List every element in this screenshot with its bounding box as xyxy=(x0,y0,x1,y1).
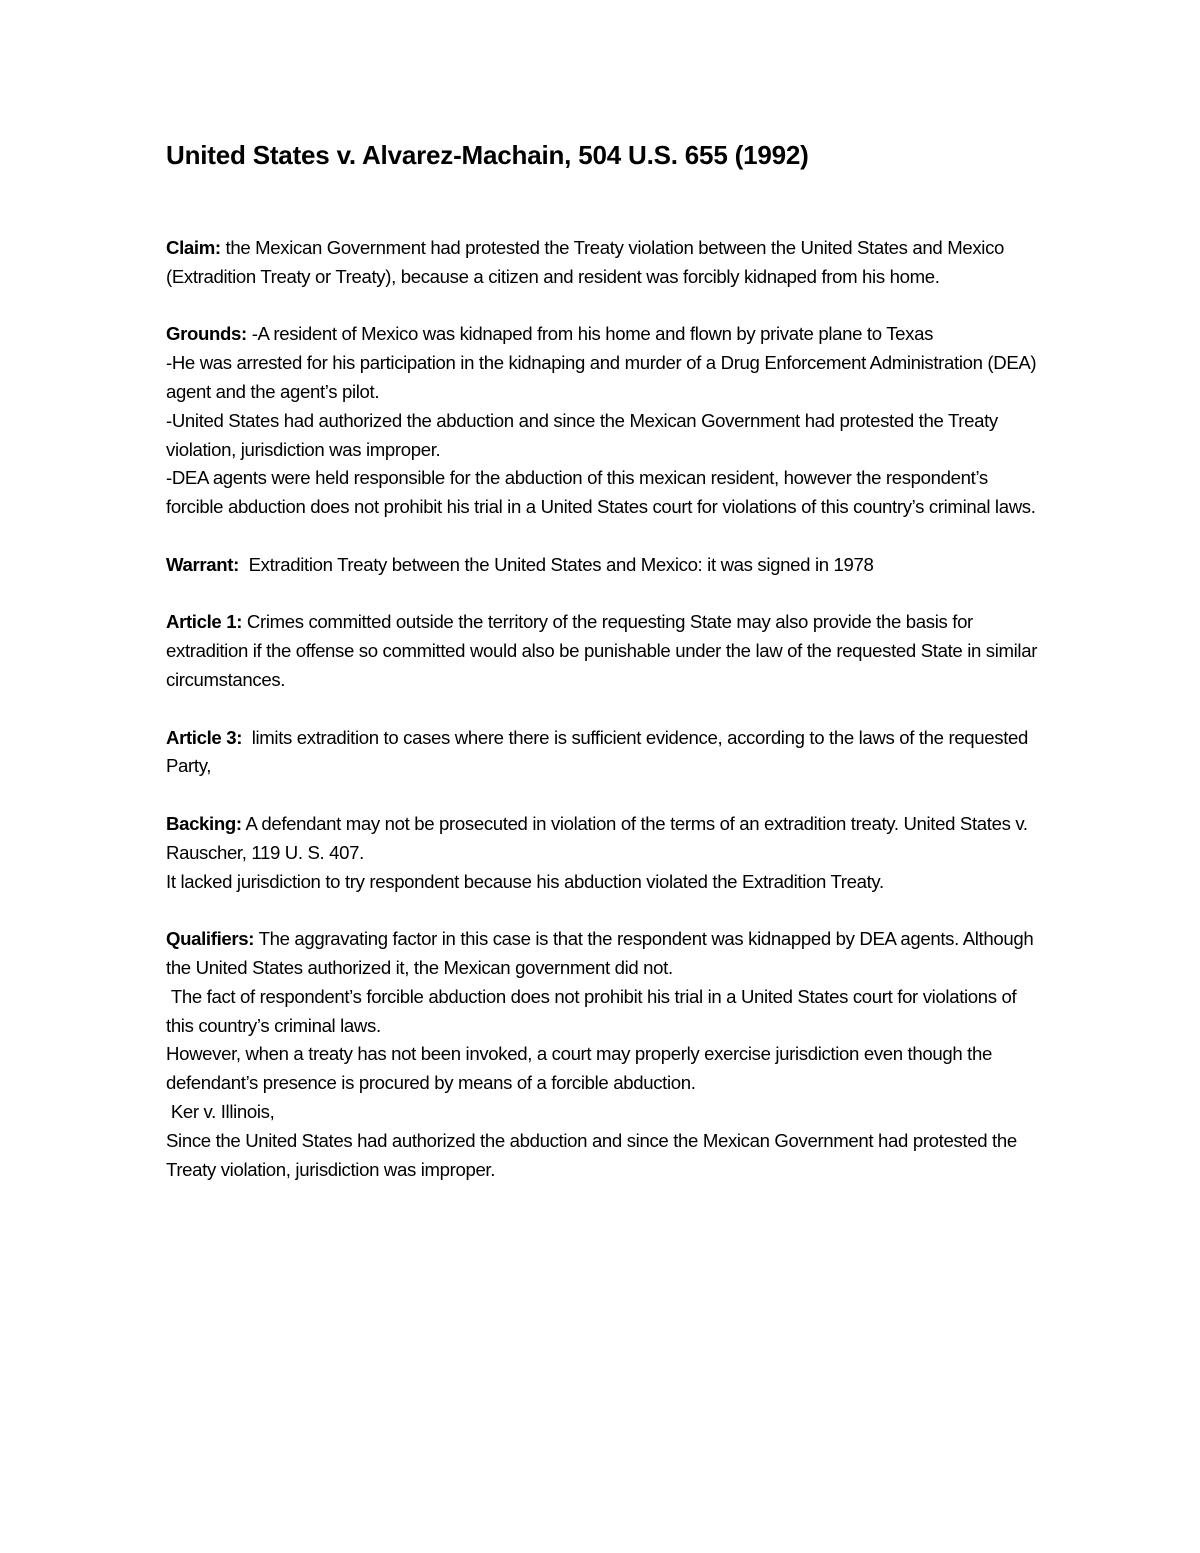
backing-section xyxy=(166,810,1046,896)
backing-item: It lacked jurisdiction to try respondent because his abduction violated the Extradition Treaty. xyxy=(166,870,884,892)
article-1-text: Crimes committed outside the territory of the requesting State may also provide the basis for extradition if the offense so committed would also be punishable under the law of the requested State in similar circumstances. xyxy=(166,611,1038,690)
document-title: United States v. Alvarez-Machain, 504 U.S. 655 (1992) xyxy=(166,140,809,170)
claim-text: the Mexican Government had protested the Treaty violation between the United States and Mexico (Extradition Treaty or Treaty), because a citizen and resident was forcibly kidnaped from his home. xyxy=(166,237,1005,287)
article-1-section xyxy=(166,608,1046,694)
qualifiers-first-line xyxy=(166,925,1046,983)
qualifiers-text: The aggravating factor in this case is that the respondent was kidnapped by DEA agents. Although the United States authorized it, the Mexican government did not. xyxy=(166,928,1034,978)
document-page xyxy=(166,138,1046,1213)
grounds-text: -A resident of Mexico was kidnaped from his home and flown by private plane to Texas xyxy=(246,323,934,345)
qualifiers-section xyxy=(166,925,1046,1184)
article-3-section xyxy=(166,724,1046,782)
qualifiers-item: However, when a treaty has not been invoked, a court may properly exercise jurisdiction even though the defendant’s presence is procured by means of a forcible abduction. xyxy=(166,1043,992,1094)
grounds-label: Grounds: xyxy=(166,323,247,345)
claim-section xyxy=(166,234,1046,292)
article-3-text: limits extradition to cases where there is sufficient evidence, according to the laws of the requested Party, xyxy=(166,726,1033,777)
grounds-item: -He was arrested for his participation in the kidnaping and murder of a Drug Enforcement Administration (DEA) agent and the agent’s pilot. xyxy=(166,352,1037,402)
warrant-text: Extradition Treaty between the United States and Mexico: it was signed in 1978 xyxy=(238,553,874,575)
claim-label: Claim: xyxy=(166,237,221,258)
article-3-label: Article 3: xyxy=(166,726,243,748)
article-1-label: Article 1: xyxy=(166,611,243,633)
backing-text: A defendant may not be prosecuted in violation of the terms of an extradition treaty. United States v. Rauscher, 119 U. S. 407. xyxy=(166,812,1028,863)
qualifiers-item: Ker v. Illinois, xyxy=(166,1100,275,1122)
qualifiers-item: Since the United States had authorized the abduction and since the Mexican Government had protested the Treaty violation, jurisdiction was improper. xyxy=(166,1129,1017,1180)
warrant-section xyxy=(166,551,1046,580)
warrant-label: Warrant: xyxy=(166,553,239,575)
grounds-first-line xyxy=(166,320,1046,349)
qualifiers-label: Qualifiers: xyxy=(166,928,255,950)
grounds-item: -DEA agents were held responsible for the abduction of this mexican resident, however the respondent’s forcible abduction does not prohibit his trial in a United States court for violations of this country’s criminal laws. xyxy=(166,467,1036,518)
backing-first-line xyxy=(166,810,1046,868)
qualifiers-item: The fact of respondent’s forcible abduction does not prohibit his trial in a United States court for violations of this country’s criminal laws. xyxy=(166,985,1022,1036)
grounds-section xyxy=(166,320,1046,522)
grounds-item: -United States had authorized the abduction and since the Mexican Government had protested the Treaty violation, jurisdiction was improper. xyxy=(166,409,998,460)
backing-label: Backing: xyxy=(166,812,242,834)
